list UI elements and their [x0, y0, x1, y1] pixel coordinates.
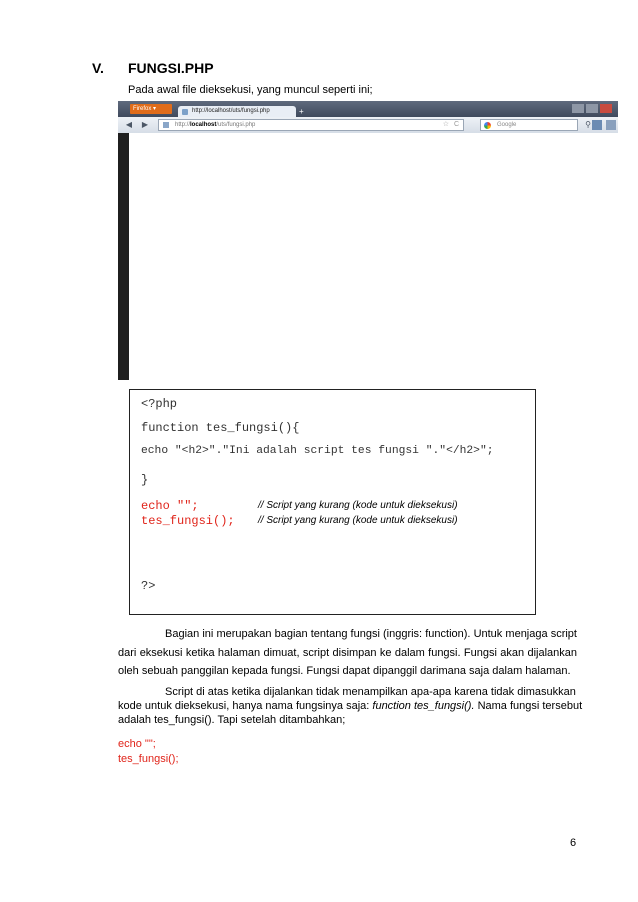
intro-text: Pada awal file dieksekusi, yang muncul seperti ini;	[128, 84, 373, 96]
added-code-line: echo "";	[118, 738, 156, 750]
minimize-icon[interactable]	[572, 104, 584, 113]
function-name: function tes_fungsi().	[372, 700, 475, 712]
tab-title: http://localhost/uts/fungsi.php	[192, 108, 270, 114]
url-prefix: http://	[175, 122, 191, 128]
google-icon	[484, 122, 491, 129]
paragraph-line: Bagian ini merupakan bagian tentang fungsi (inggris: function). Untuk menjaga script	[165, 628, 577, 640]
url-host: localhost	[190, 122, 217, 128]
code-comment: // Script yang kurang (kode untuk dieksekusi)	[258, 500, 458, 511]
code-line-added: echo "";	[141, 499, 199, 513]
bookmarks-icon[interactable]	[606, 120, 616, 130]
site-icon	[163, 122, 169, 128]
new-tab-button[interactable]: +	[299, 107, 304, 116]
browser-screenshot	[118, 101, 618, 380]
url-path: /uts/fungsi.php	[216, 122, 256, 128]
search-icon[interactable]: ⚲	[585, 120, 591, 129]
added-code-line: tes_fungsi();	[118, 753, 179, 765]
section-number: V.	[92, 60, 104, 76]
downloads-icon[interactable]	[592, 120, 602, 130]
bookmark-star-icon[interactable]: ☆	[442, 121, 449, 128]
code-line: ?>	[141, 579, 156, 593]
close-icon[interactable]	[600, 104, 612, 113]
browser-page-content	[129, 133, 618, 380]
code-line-added: tes_fungsi();	[141, 514, 235, 528]
code-line: echo "<h2>"."Ini adalah script tes fungsi "."</h2>";	[141, 445, 494, 457]
paragraph-text: Nama fungsi tersebut	[474, 700, 583, 712]
reload-icon[interactable]: C	[453, 121, 459, 128]
browser-tab[interactable]	[178, 106, 296, 117]
address-bar[interactable]	[158, 119, 464, 131]
code-line: <?php	[141, 397, 178, 411]
page-number: 6	[570, 837, 577, 849]
paragraph-text: kode untuk dieksekusi, hanya nama fungsinya saja:	[118, 700, 373, 712]
forward-arrow-icon[interactable]: ▶	[141, 120, 149, 129]
maximize-icon[interactable]	[586, 104, 598, 113]
back-arrow-icon[interactable]: ◀	[125, 120, 133, 129]
search-input[interactable]	[480, 119, 591, 131]
section-title: FUNGSI.PHP	[128, 60, 214, 76]
browser-navbar	[118, 117, 618, 133]
search-placeholder: Google	[497, 122, 517, 128]
paragraph-line: Script di atas ketika dijalankan tidak menampilkan apa-apa karena tidak dimasukkan	[165, 686, 576, 698]
paragraph-line: oleh sebuah panggilan kepada fungsi. Fungsi dapat dipanggil darimana saja dalam halaman.	[118, 665, 571, 677]
code-line: function tes_fungsi(){	[141, 421, 300, 435]
page-icon	[182, 109, 188, 115]
paragraph-line: dari eksekusi ketika halaman dimuat, script disimpan ke dalam fungsi. Fungsi akan dijalankan	[118, 647, 577, 659]
code-box	[129, 389, 536, 615]
code-comment: // Script yang kurang (kode untuk dieksekusi)	[258, 515, 458, 526]
paragraph-line: adalah tes_fungsi(). Tapi setelah ditambahkan;	[118, 714, 346, 726]
firefox-menu-button[interactable]: Firefox ▾	[130, 104, 172, 114]
code-line: }	[141, 473, 149, 487]
browser-titlebar	[118, 101, 618, 117]
